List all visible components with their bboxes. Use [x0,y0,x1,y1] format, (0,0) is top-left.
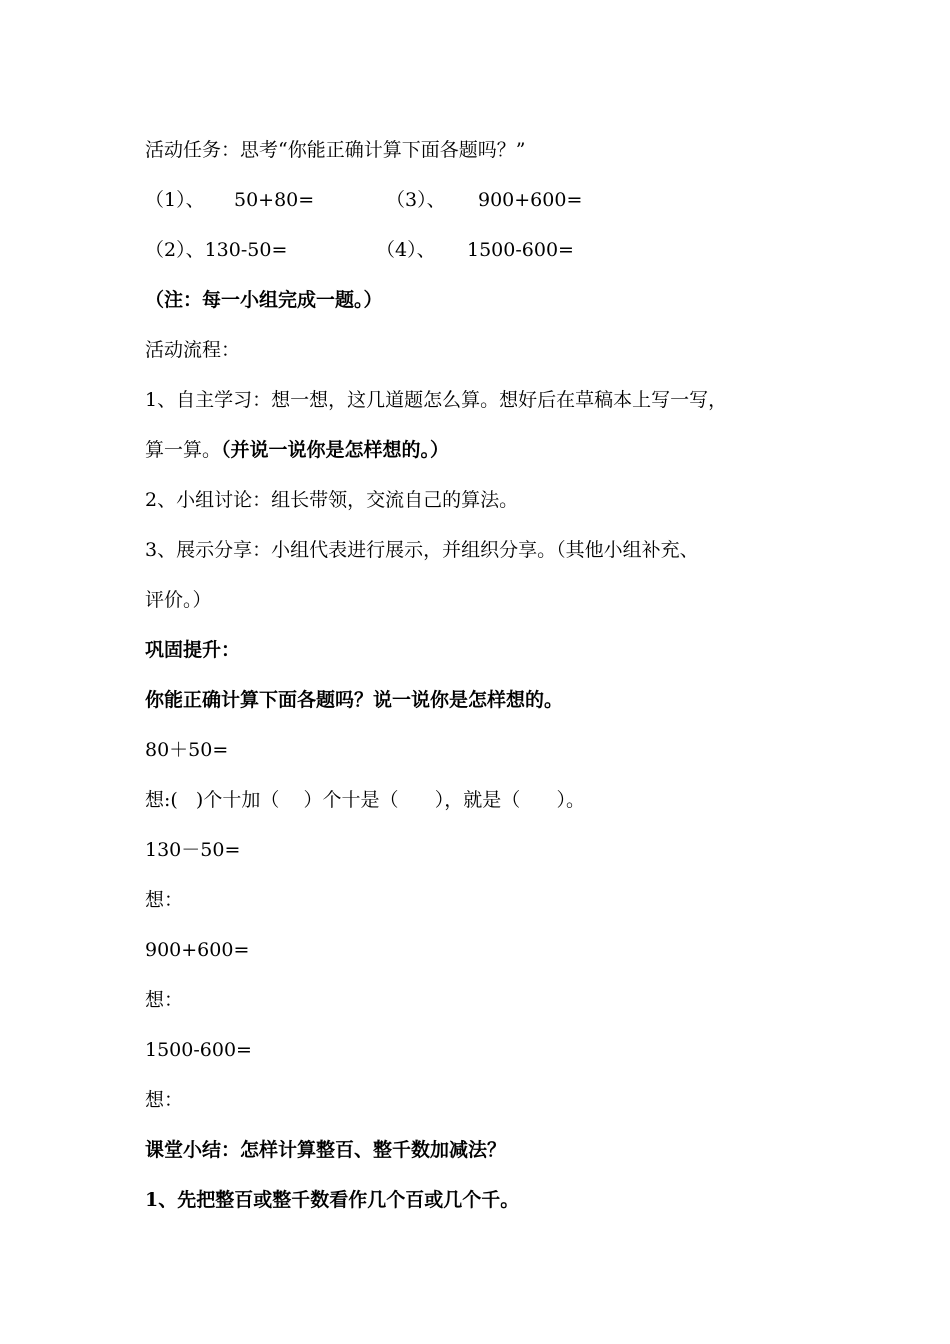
step-3-line-2: 评价。） [145,589,212,611]
activity-task: 活动任务：思考“你能正确计算下面各题吗？” [145,139,526,161]
exercise-2-think: 想： [145,889,184,911]
step-1-line-2-plain: 算一算。 [145,439,222,461]
step-2: 2、小组讨论：组长带领，交流自己的算法。 [145,489,519,511]
step-1-line-2-bold: （并说一说你是怎样想的。） [221,439,450,461]
step-1-line-1: 1、自主学习：想一想，这几道题怎么算。想好后在草稿本上写一写， [145,389,728,411]
exercise-1: 80＋50= [145,739,229,761]
consolidate-title: 巩固提升： [145,639,241,661]
problem-1-label: （1）、 [145,189,205,211]
note: （注：每一小组完成一题。） [145,289,383,311]
summary-title: 课堂小结：怎样计算整百、整千数加减法？ [145,1139,507,1161]
step-3-line-1: 3、展示分享：小组代表进行展示，并组织分享。（其他小组补充、 [145,539,699,561]
problem-1-expression: 50+80= [234,189,315,211]
problem-3-label: （3）、 [386,189,446,211]
exercise-3: 900+600= [145,939,250,961]
exercise-2: 130－50= [145,839,241,861]
exercise-4: 1500-600= [145,1039,252,1061]
flow-title: 活动流程： [145,339,241,361]
consolidate-question: 你能正确计算下面各题吗？说一说你是怎样想的。 [145,689,564,711]
step-1-line-2 [145,437,449,463]
exercise-4-think: 想： [145,1089,184,1111]
exercise-3-think: 想： [145,989,184,1011]
summary-point-1: 1、先把整百或整千数看作几个百或几个千。 [145,1189,520,1211]
problem-4-expression: 1500-600= [467,239,574,261]
problem-3-expression: 900+600= [478,189,583,211]
problem-4-label: （4）、 [376,239,436,261]
exercise-1-think: 想:( )个十加（ ）个十是（ ），就是（ ）。 [145,789,585,811]
problem-2: （2）、130-50= [145,239,288,261]
